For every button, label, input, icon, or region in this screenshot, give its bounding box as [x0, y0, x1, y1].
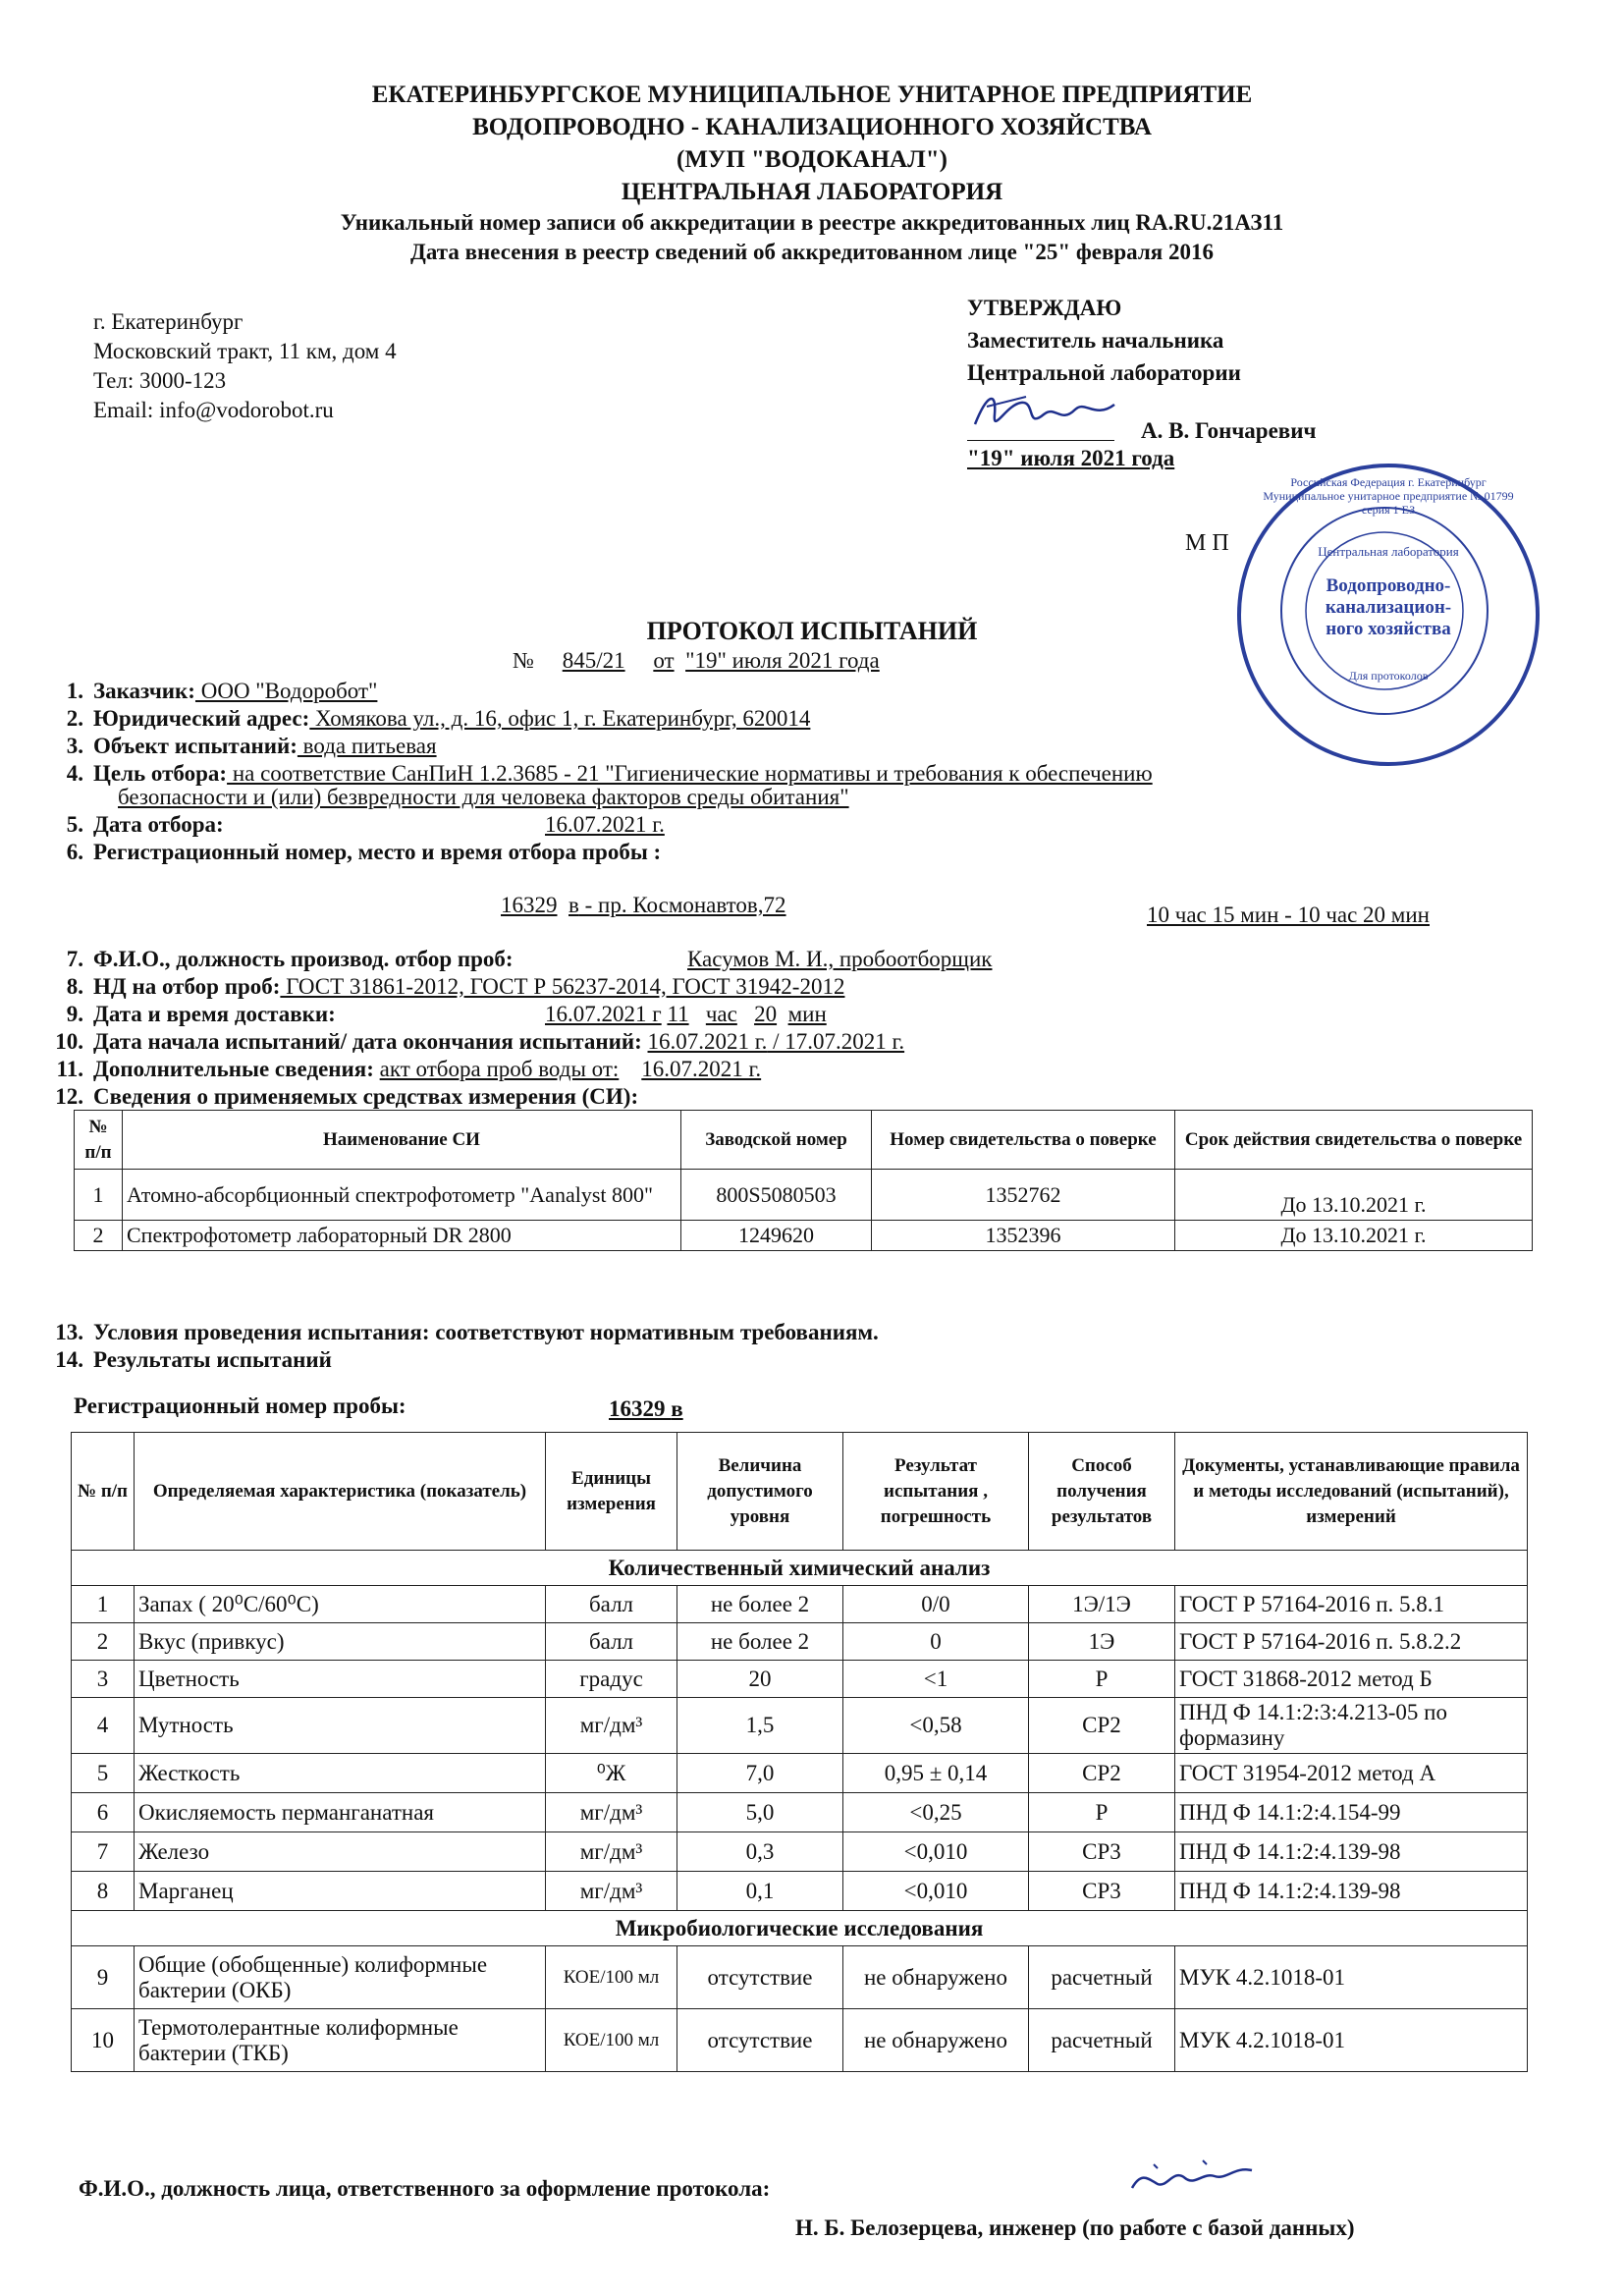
table-row	[75, 1170, 1533, 1221]
sampling-date-value: 16.07.2021 г.	[545, 812, 665, 837]
res-cell: Термотолерантные колиформные бактерии (ТКБ)	[135, 2009, 546, 2072]
sampler-name: Касумов М. И., пробоотборщик	[687, 947, 993, 971]
res-cell: Окисляемость перманганатная	[135, 1793, 546, 1832]
delivery-date: 16.07.2021 г	[545, 1002, 662, 1026]
section-microbiology: Микробиологические исследования	[72, 1911, 1528, 1946]
item-label: Сведения о применяемых средствах измерения (СИ):	[93, 1084, 639, 1109]
res-cell: не более 2	[677, 1623, 843, 1661]
results-table	[71, 1432, 1528, 2072]
item-label: Объект испытаний:	[93, 734, 298, 758]
item-number: 8.	[66, 974, 83, 999]
item-number: 4.	[66, 761, 83, 786]
item-value: Хомякова ул., д. 16, офис 1, г. Екатеринбург, 620014	[309, 706, 811, 731]
res-cell: МУК 4.2.1018-01	[1175, 1946, 1528, 2009]
res-cell: 4	[72, 1698, 135, 1754]
res-cell: Вкус (привкус)	[135, 1623, 546, 1661]
registry-date: Дата внесения в реестр сведений об аккредитованном лице "25" февраля 2016	[410, 240, 1214, 264]
header-line-1: ЕКАТЕРИНБУРГСКОЕ МУНИЦИПАЛЬНОЕ УНИТАРНОЕ ПРЕДПРИЯТИЕ	[371, 82, 1253, 108]
item-number: 3.	[66, 734, 83, 758]
item-test-dates	[46, 1028, 904, 1056]
sample-number-line	[74, 1393, 406, 1420]
res-cell: СР2	[1029, 1698, 1175, 1754]
sampling-place: - пр. Космонавтов,72	[578, 893, 786, 917]
res-cell: 20	[677, 1661, 843, 1698]
table-row	[72, 1661, 1528, 1698]
registration-number: 16329	[501, 893, 558, 917]
item-label: Юридический адрес:	[93, 706, 310, 731]
res-cell: отсутствие	[677, 2009, 843, 2072]
item-results-heading	[46, 1346, 332, 1374]
res-cell: ПНД Ф 14.1:2:4.139-98	[1175, 1832, 1528, 1872]
item-number: 12.	[55, 1084, 83, 1109]
test-end-date: / 17.07.2021 г.	[767, 1029, 905, 1054]
table-row	[72, 1754, 1528, 1793]
approval-role-1: Заместитель начальника	[967, 328, 1224, 353]
delivery-datetime	[545, 1001, 827, 1028]
si-cell: 1	[75, 1170, 123, 1221]
table-row	[72, 1832, 1528, 1872]
res-cell: не обнаружено	[843, 2009, 1029, 2072]
responsible-signature	[1124, 2151, 1262, 2210]
sample-number-value: 16329	[609, 1396, 666, 1421]
si-cell: 2	[75, 1221, 123, 1251]
sampling-act-date: 16.07.2021 г.	[641, 1057, 762, 1081]
si-cell: 1352762	[872, 1170, 1175, 1221]
res-header-parameter: Определяемая характеристика (показатель)	[135, 1433, 546, 1551]
stamp-inner-bottom: Для протоколов	[1348, 669, 1429, 683]
res-cell: балл	[546, 1623, 677, 1661]
item-sampling-standard	[46, 973, 844, 1001]
item-value: акт отбора проб воды от:	[379, 1057, 620, 1081]
item-label: Ф.И.О., должность производ. отбор проб:	[93, 947, 514, 971]
instruments-table	[74, 1110, 1533, 1251]
res-cell: ПНД Ф 14.1:2:3:4.213-05 по формазину	[1175, 1698, 1528, 1754]
stamp-inner-top: Центральная лаборатория	[1318, 544, 1459, 559]
table-row	[72, 1623, 1528, 1661]
header-line-2: ВОДОПРОВОДНО - КАНАЛИЗАЦИОННОГО ХОЗЯЙСТВА	[472, 114, 1152, 140]
header-line-3: (МУП "ВОДОКАНАЛ")	[677, 146, 947, 173]
si-cell: 800S5080503	[681, 1170, 872, 1221]
lab-address	[93, 307, 397, 425]
item-number: 11.	[56, 1057, 83, 1081]
sample-number	[609, 1395, 683, 1423]
res-cell: не более 2	[677, 1586, 843, 1623]
res-cell: 7	[72, 1832, 135, 1872]
organization-stamp	[1237, 464, 1540, 766]
res-cell: Р	[1029, 1661, 1175, 1698]
res-cell: мг/дм³	[546, 1832, 677, 1872]
test-start-date: 16.07.2021 г.	[647, 1029, 768, 1054]
header-line-4: ЦЕНТРАЛЬНАЯ ЛАБОРАТОРИЯ	[621, 179, 1003, 205]
res-cell: 1Э	[1029, 1623, 1175, 1661]
item-label: Цель отбора:	[93, 761, 228, 786]
res-cell: 0,3	[677, 1832, 843, 1872]
approval-title: УТВЕРЖДАЮ	[967, 296, 1122, 320]
item-number: 1.	[66, 679, 83, 703]
res-cell: Общие (обобщенные) колиформные бактерии (ОКБ)	[135, 1946, 546, 2009]
res-cell: Запах ( 20⁰С/60⁰С)	[135, 1586, 546, 1623]
protocol-title: ПРОТОКОЛ ИСПЫТАНИЙ	[646, 617, 978, 645]
item-label: Дата отбора:	[93, 812, 224, 837]
table-row	[72, 1946, 1528, 2009]
stamp-ring-text: Российская Федерация г. Екатеринбург Муниципальное унитарное предприятие № 01799 серия 1 ЕЗ	[1263, 475, 1514, 517]
res-cell: ГОСТ 31868-2012 метод Б	[1175, 1661, 1528, 1698]
registration-suffix: в	[568, 893, 579, 917]
res-cell: 0/0	[843, 1586, 1029, 1623]
item-number: 2.	[66, 706, 83, 731]
delivery-minute-unit: мин	[787, 1002, 827, 1026]
res-cell: 9	[72, 1946, 135, 2009]
res-cell: Жесткость	[135, 1754, 546, 1793]
res-cell: <0,25	[843, 1793, 1029, 1832]
res-header-result: Результат испытания , погрешность	[843, 1433, 1029, 1551]
res-cell: 8	[72, 1872, 135, 1911]
item-value: вода питьевая	[297, 734, 437, 758]
si-cell: 1352396	[872, 1221, 1175, 1251]
item-label: НД на отбор проб:	[93, 974, 281, 999]
address-phone: Тел: 3000-123	[93, 368, 227, 393]
responsible-person-label: Ф.И.О., должность лица, ответственного за оформление протокола:	[79, 2176, 771, 2201]
item-number: 13.	[55, 1320, 83, 1344]
item-number: 7.	[66, 947, 83, 971]
responsible-person-name: Н. Б. Белозерцева, инженер (по работе с базой данных)	[795, 2215, 1355, 2240]
res-cell: <0,010	[843, 1872, 1029, 1911]
res-cell: КОЕ/100 мл	[546, 1946, 677, 2009]
approver-name: А. В. Гончаревич	[1141, 418, 1317, 443]
si-cell: До 13.10.2021 г.	[1175, 1170, 1533, 1221]
table-row	[72, 1872, 1528, 1911]
sampling-time: 10 час 15 мин - 10 час 20 мин	[1147, 902, 1430, 927]
res-cell: КОЕ/100 мл	[546, 2009, 677, 2072]
table-row	[72, 2009, 1528, 2072]
res-cell: 7,0	[677, 1754, 843, 1793]
accreditation-number: Уникальный номер записи об аккредитации в реестре аккредитованных лиц RA.RU.21АЗ11	[340, 210, 1284, 235]
item-sampling-purpose-cont: безопасности и (или) безвредности для человека факторов среды обитания"	[118, 785, 849, 809]
res-cell: Р	[1029, 1793, 1175, 1832]
res-cell: <1	[843, 1661, 1029, 1698]
table-row	[72, 1793, 1528, 1832]
protocol-date: "19" июля 2021 года	[685, 648, 880, 673]
item-label: Результаты испытаний	[93, 1347, 332, 1372]
res-cell: СР2	[1029, 1754, 1175, 1793]
res-header-documents: Документы, устанавливающие правила и методы исследований (испытаний), измерений	[1175, 1433, 1528, 1551]
item-label: Дополнительные сведения:	[93, 1057, 374, 1081]
res-cell: Цветность	[135, 1661, 546, 1698]
res-cell: градус	[546, 1661, 677, 1698]
res-cell: 2	[72, 1623, 135, 1661]
item-value: ГОСТ 31861-2012, ГОСТ Р 56237-2014, ГОСТ 31942-2012	[280, 974, 845, 999]
item-number: 6.	[66, 840, 83, 864]
res-cell: 1Э/1Э	[1029, 1586, 1175, 1623]
item-label: Заказчик:	[93, 679, 195, 703]
protocol-number: 845/21	[562, 648, 625, 673]
res-cell: СР3	[1029, 1832, 1175, 1872]
res-cell: мг/дм³	[546, 1793, 677, 1832]
item-label: Дата начала испытаний/ дата окончания испытаний:	[93, 1029, 642, 1054]
res-cell: мг/дм³	[546, 1872, 677, 1911]
res-cell: <0,58	[843, 1698, 1029, 1754]
item-value: на соответствие СанПиН 1.2.3685 - 21 "Гигиенические нормативы и требования к обеспечению	[227, 761, 1153, 786]
res-cell: ПНД Ф 14.1:2:4.139-98	[1175, 1872, 1528, 1911]
res-cell: ГОСТ Р 57164-2016 п. 5.8.1	[1175, 1586, 1528, 1623]
res-cell: 0,95 ± 0,14	[843, 1754, 1029, 1793]
item-number: 10.	[55, 1029, 83, 1054]
si-cell: Атомно-абсорбционный спектрофотометр "Aanalyst 800"	[123, 1170, 681, 1221]
res-cell: балл	[546, 1586, 677, 1623]
si-cell: Спектрофотометр лабораторный DR 2800	[123, 1221, 681, 1251]
table-row	[72, 1698, 1528, 1754]
res-cell: 0,1	[677, 1872, 843, 1911]
res-cell: 0	[843, 1623, 1029, 1661]
item-number: 9.	[66, 1002, 83, 1026]
approval-date: "19" июля 2021 года	[967, 446, 1175, 470]
item-sampling-date	[46, 811, 224, 839]
item-legal-address	[46, 705, 810, 733]
si-cell: До 13.10.2021 г.	[1175, 1221, 1533, 1251]
si-header-num: № п/п	[75, 1111, 123, 1170]
item-delivery	[46, 1001, 336, 1028]
res-cell: 10	[72, 2009, 135, 2072]
res-header-allowed: Величина допустимого уровня	[677, 1433, 843, 1551]
res-cell: 5,0	[677, 1793, 843, 1832]
item-value: ООО "Водоробот"	[194, 679, 378, 703]
item-test-object	[46, 733, 437, 760]
delivery-hour: 11	[667, 1002, 689, 1026]
res-cell: <0,010	[843, 1832, 1029, 1872]
delivery-minute: 20	[754, 1002, 778, 1026]
section-chemical-analysis: Количественный химический анализ	[72, 1551, 1528, 1586]
si-header-certificate: Номер свидетельства о поверке	[872, 1111, 1175, 1170]
sample-number-suffix: в	[671, 1396, 683, 1421]
res-cell: МУК 4.2.1018-01	[1175, 2009, 1528, 2072]
item-sampler	[46, 946, 514, 973]
res-cell: СР3	[1029, 1872, 1175, 1911]
item-label: Дата и время доставки:	[93, 1002, 336, 1026]
item-label: Условия проведения испытания: соответствуют нормативным требованиям.	[93, 1320, 879, 1344]
res-cell: расчетный	[1029, 1946, 1175, 2009]
address-city: г. Екатеринбург	[93, 309, 244, 334]
res-cell: Железо	[135, 1832, 546, 1872]
registration-place	[501, 892, 786, 919]
protocol-from-label: от	[653, 648, 675, 673]
protocol-no-label: №	[513, 648, 534, 673]
seal-place-label: М П	[1185, 530, 1229, 556]
item-registration	[46, 839, 661, 866]
res-cell: 6	[72, 1793, 135, 1832]
res-cell: расчетный	[1029, 2009, 1175, 2072]
res-header-num: № п/п	[72, 1433, 135, 1551]
approval-role-2: Центральной лаборатории	[967, 360, 1241, 385]
si-header-serial: Заводской номер	[681, 1111, 872, 1170]
res-cell: Марганец	[135, 1872, 546, 1911]
res-cell: 1,5	[677, 1698, 843, 1754]
item-conditions	[46, 1319, 879, 1346]
stamp-center-text: Водопроводно-канализацион-ного хозяйства	[1325, 575, 1452, 639]
item-label: Регистрационный номер, место и время отбора пробы :	[93, 840, 662, 864]
res-cell: ПНД Ф 14.1:2:4.154-99	[1175, 1793, 1528, 1832]
res-cell: ГОСТ Р 57164-2016 п. 5.8.2.2	[1175, 1623, 1528, 1661]
res-cell: 1	[72, 1586, 135, 1623]
si-header-name: Наименование СИ	[123, 1111, 681, 1170]
res-cell: 5	[72, 1754, 135, 1793]
si-cell: 1249620	[681, 1221, 872, 1251]
res-cell: мг/дм³	[546, 1698, 677, 1754]
res-header-units: Единицы измерения	[546, 1433, 677, 1551]
res-cell: Мутность	[135, 1698, 546, 1754]
protocol-number-line	[513, 648, 880, 674]
item-instruments	[46, 1083, 638, 1111]
organization-header	[0, 79, 1624, 267]
approval-block	[967, 292, 1241, 389]
address-email: Email: info@vodorobot.ru	[93, 398, 334, 422]
res-cell: 3	[72, 1661, 135, 1698]
item-customer	[46, 678, 377, 705]
sample-number-label: Регистрационный номер пробы:	[74, 1394, 406, 1418]
res-cell: ГОСТ 31954-2012 метод А	[1175, 1754, 1528, 1793]
item-additional-info	[46, 1056, 761, 1083]
delivery-hour-unit: час	[705, 1002, 737, 1026]
res-cell: отсутствие	[677, 1946, 843, 2009]
res-cell: ⁰Ж	[546, 1754, 677, 1793]
item-number: 14.	[55, 1347, 83, 1372]
table-row	[72, 1586, 1528, 1623]
item-number: 5.	[66, 812, 83, 837]
res-cell: не обнаружено	[843, 1946, 1029, 2009]
approver-signature	[967, 385, 1124, 444]
si-header-validity: Срок действия свидетельства о поверке	[1175, 1111, 1533, 1170]
address-street: Московский тракт, 11 км, дом 4	[93, 339, 397, 363]
table-row	[75, 1221, 1533, 1251]
res-header-method: Способ получения результатов	[1029, 1433, 1175, 1551]
